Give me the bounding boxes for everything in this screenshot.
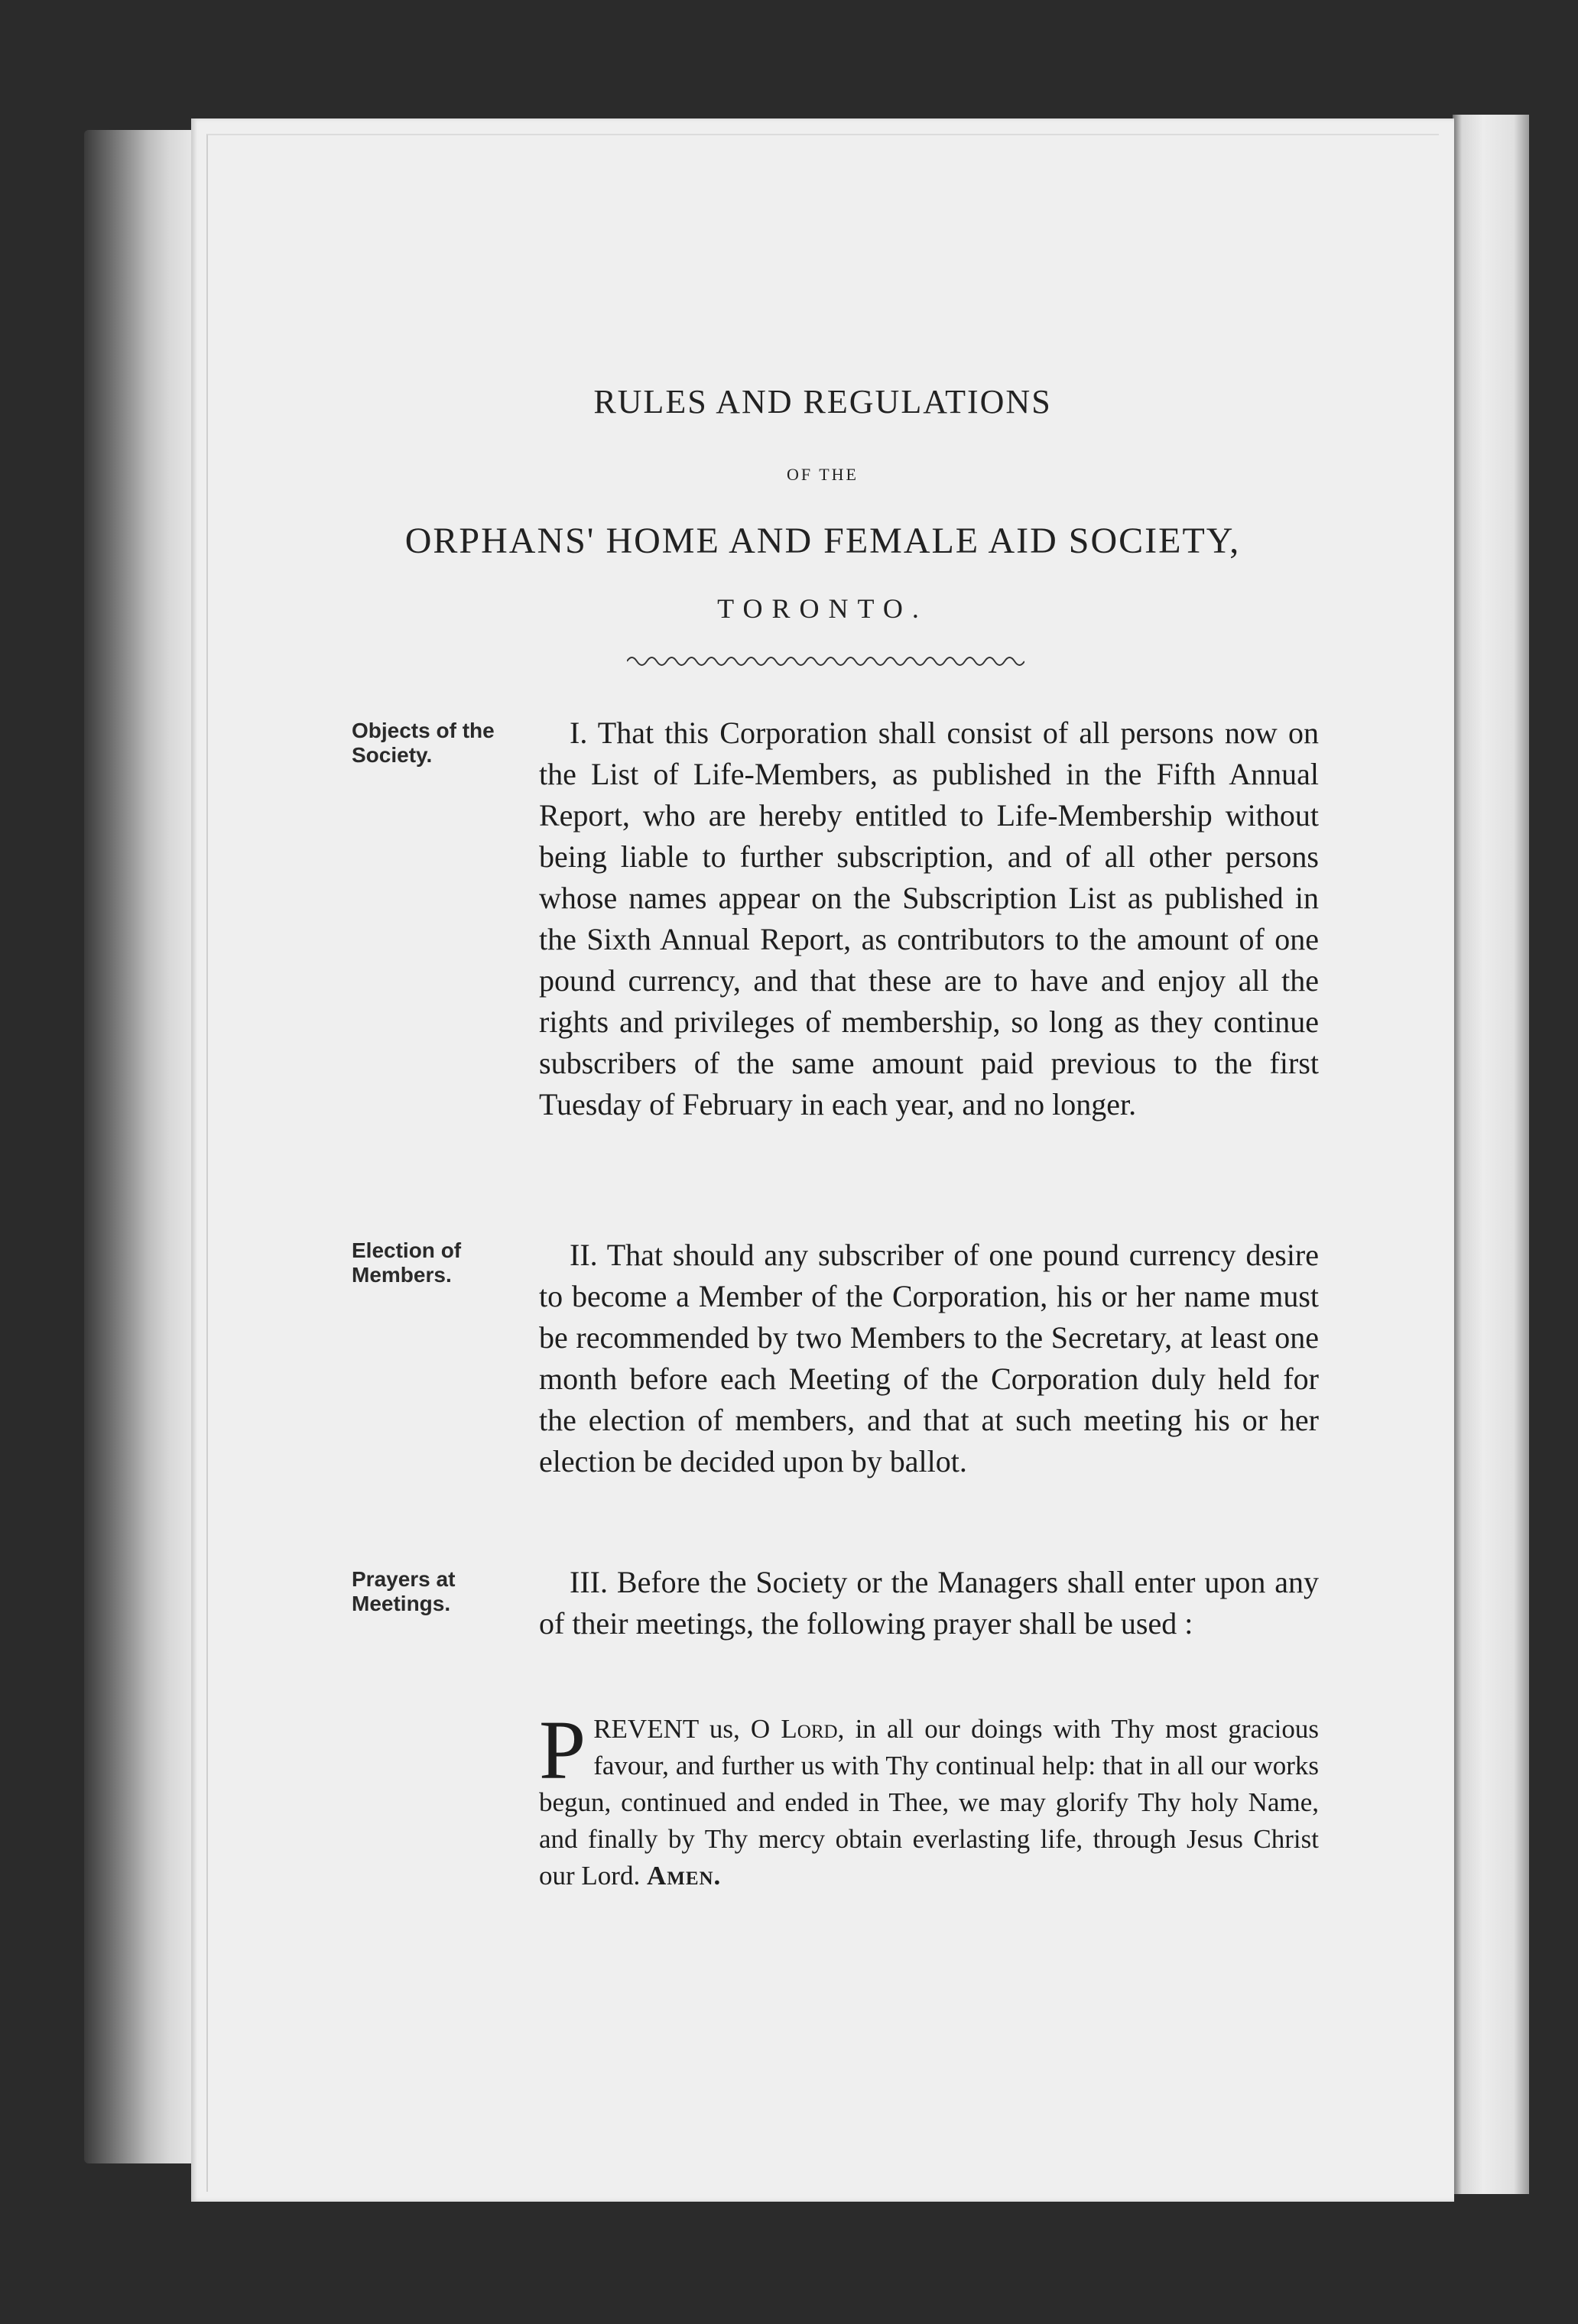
page-title: RULES AND REGULATIONS: [593, 383, 1052, 420]
prayer-lead: REVENT us, O: [593, 1714, 781, 1744]
wavy-rule-ornament: [627, 654, 1024, 669]
prayer-lord: Lord: [781, 1714, 838, 1744]
prayer-amen: Amen.: [646, 1861, 722, 1891]
book-right-edge: [1453, 115, 1529, 2194]
rule-3-paragraph: III. Before the Society or the Managers shall enter upon any of their meetings, the following prayer shall be used :: [539, 1565, 1319, 1641]
title-of-the: OF THE: [787, 465, 859, 484]
margin-note-prayers: Prayers at Meetings.: [352, 1567, 456, 1615]
rule-1-paragraph: I. That this Corporation shall consist of all persons now on the List of Life-Members, as published in the Fifth Annual Report, who are hereby entitled to Life-Membership without being liable to further subscription, and of all other persons whose names appear on the Subscription List as published in the Sixth Annual Report, as contributors to the amount of one pound currency, and that these are to have and enjoy all the rights and privileges of membership, so long as they continue subscribers of the same amount paid previous to the first Tuesday of February in each year, and no longer.: [539, 716, 1319, 1121]
rule-2-paragraph: II. That should any subscriber of one pound currency desire to become a Member of the Corporation, his or her name must be recommended by two Members to the Secretary, at least one month before each Meeting of the Corporation duly held for the election of members, and that at such meeting his or her election be decided upon by ballot.: [539, 1238, 1319, 1478]
prayer-text: [539, 1703, 1319, 1894]
margin-note-election: Election of Members.: [352, 1238, 462, 1287]
city-name: TORONTO.: [717, 593, 928, 624]
book-left-edge: [84, 130, 191, 2163]
society-name: ORPHANS' HOME AND FEMALE AID SOCIETY,: [404, 521, 1241, 561]
margin-note-objects: Objects of the Society.: [352, 719, 495, 767]
prayer-body: , in all our doings with Thy most gracious favour, and further us with Thy continual help: that in all our works begun, continued and ended in Thee, we may glorify Thy holy Name, and finally by Thy mercy obtain everlasting life, through Jesus Christ our Lord.: [539, 1714, 1319, 1891]
prayer-drop-cap: P: [539, 1703, 586, 1797]
